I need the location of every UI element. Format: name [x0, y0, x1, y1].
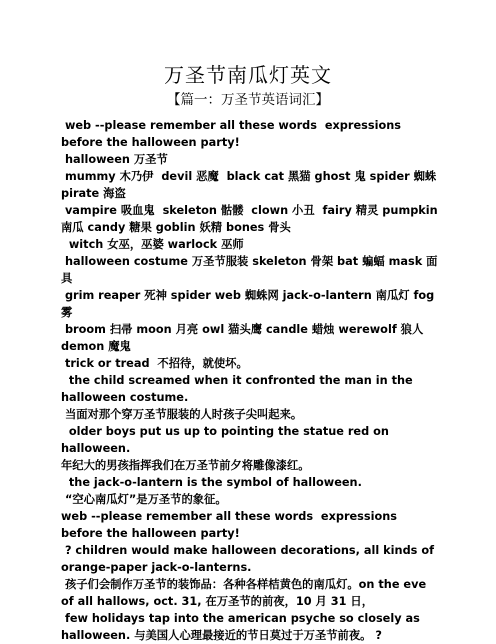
paragraph: witch 女巫，巫婆 warlock 巫师: [61, 238, 244, 251]
paragraph: ? children would make halloween decorations, all kinds of orange-paper jack-o-lanterns.: [61, 544, 438, 574]
paragraph: 当面对那个穿万圣节服装的人时孩子尖叫起来。: [61, 408, 303, 421]
paragraph: older boys put us up to pointing the statue red on halloween.: [61, 425, 393, 455]
document-subtitle: 【篇一：万圣节英语词汇】: [167, 92, 329, 108]
paragraph: web --please remember all these words expressions before the halloween party!: [61, 510, 401, 540]
paragraph: mummy 木乃伊 devil 恶魔 black cat 黑猫 ghost 鬼 spider 蜘蛛 pirate 海盗: [61, 170, 441, 200]
paragraph: “空心南瓜灯”是万圣节的象征。: [61, 493, 227, 506]
paragraph: 孩子们会制作万圣节的装饰品：各种各样桔黄色的南瓜灯。on the eve of all hallows, oct. 31, 在万圣节的前夜，10 月 31 日，: [61, 578, 431, 608]
document-title: 万圣节南瓜灯英文: [164, 63, 332, 87]
paragraph: halloween 万圣节: [61, 153, 168, 166]
paragraph: web --please remember all these words expressions before the halloween party!: [61, 119, 405, 149]
paragraph: trick or tread 不招待，就使坏。: [61, 357, 248, 370]
paragraph: grim reaper 死神 spider web 蜘蛛网 jack-o-lantern 南瓜灯 fog 雾: [61, 289, 439, 319]
paragraph: vampire 吸血鬼 skeleton 骷髅 clown 小丑 fairy 精灵 pumpkin 南瓜 candy 糖果 goblin 妖精 bones 骨头: [61, 204, 442, 234]
paragraph: the jack-o-lantern is the symbol of halloween.: [61, 476, 362, 489]
paragraph: 年纪大的男孩指挥我们在万圣节前夕将雕像漆红。: [61, 459, 310, 472]
paragraph: broom 扫帚 moon 月亮 owl 猫头鹰 candle 蜡烛 werewolf 狼人 demon 魔鬼: [61, 323, 428, 353]
paragraph: halloween costume 万圣节服装 skeleton 骨架 bat 蝙蝠 mask 面具: [61, 255, 438, 285]
paragraph: the child screamed when it confronted the man in the halloween costume.: [61, 374, 417, 404]
document-body: [61, 117, 442, 644]
paragraph: few holidays tap into the american psyche so closely as halloween. 与美国人心理最接近的节日莫过于万圣节前夜。 ?: [61, 612, 424, 642]
